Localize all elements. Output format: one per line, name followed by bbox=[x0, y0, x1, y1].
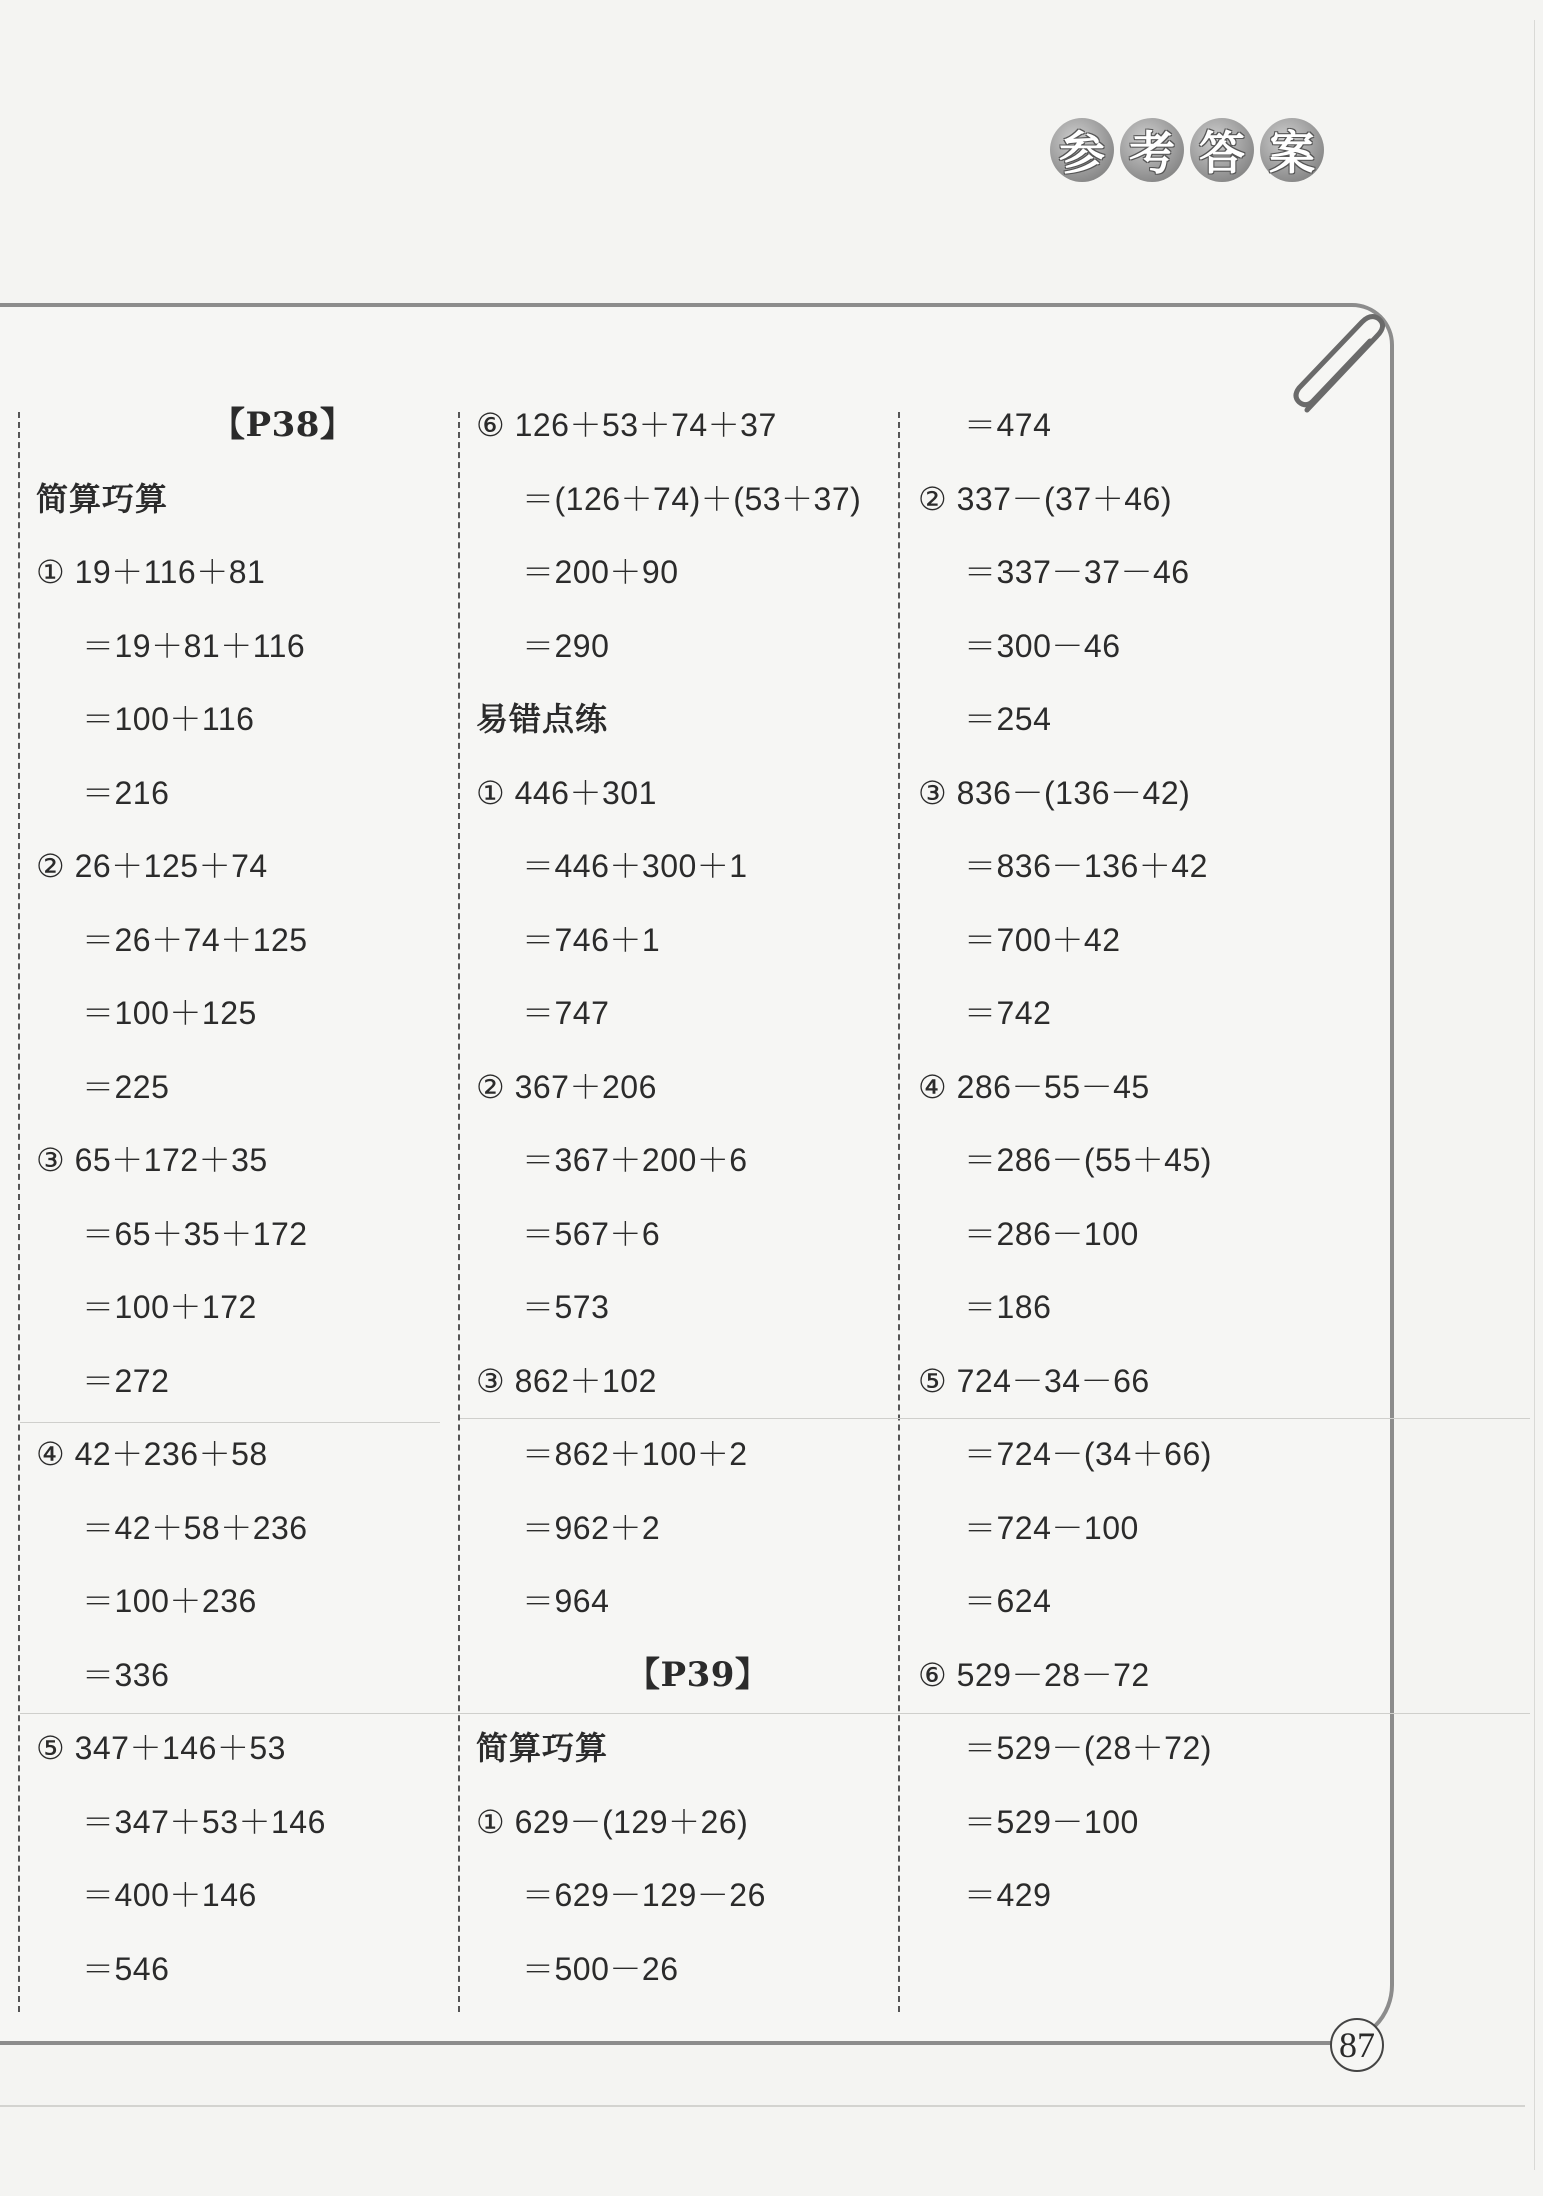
problem-expression: ⑥ 126＋53＋74＋37 bbox=[476, 407, 777, 443]
problem-expression: ⑤ 724－34－66 bbox=[918, 1362, 1150, 1399]
problem-expression: ③ 836－(136－42) bbox=[918, 774, 1191, 811]
solution-step: ＝567＋6 bbox=[522, 1215, 661, 1252]
problem-expression: ① 19＋116＋81 bbox=[36, 554, 266, 590]
problem-expression: ① 629－(129＋26) bbox=[476, 1803, 749, 1840]
page-ref-header: 【P39】 bbox=[626, 1654, 770, 1695]
page-bottom-edge bbox=[0, 2105, 1525, 2107]
solution-step: ＝290 bbox=[522, 627, 610, 664]
problem-expression: ① 446＋301 bbox=[476, 774, 657, 811]
column-divider bbox=[458, 412, 460, 2012]
solution-step: ＝(126＋74)＋(53＋37) bbox=[522, 480, 862, 517]
solution-step: ＝65＋35＋172 bbox=[82, 1215, 308, 1252]
solution-step: ＝573 bbox=[522, 1289, 610, 1325]
problem-expression: ② 337－(37＋46) bbox=[918, 480, 1172, 517]
solution-step: ＝100＋125 bbox=[82, 995, 257, 1031]
solution-step: ＝26＋74＋125 bbox=[82, 921, 308, 958]
solution-step: ＝836－136＋42 bbox=[964, 848, 1208, 884]
solution-step: ＝400＋146 bbox=[82, 1877, 257, 1913]
column-divider bbox=[18, 412, 20, 2012]
solution-step: ＝629－129－26 bbox=[522, 1877, 766, 1913]
solution-step: ＝100＋236 bbox=[82, 1583, 257, 1619]
solution-step: ＝700＋42 bbox=[964, 921, 1121, 958]
solution-step: ＝962＋2 bbox=[522, 1509, 661, 1546]
problem-expression: ② 367＋206 bbox=[476, 1068, 657, 1105]
solution-step: ＝225 bbox=[82, 1068, 170, 1105]
solution-step: ＝367＋200＋6 bbox=[522, 1142, 748, 1178]
paperclip-icon bbox=[1285, 312, 1395, 422]
badge-char: 考 bbox=[1120, 118, 1184, 182]
solution-step: ＝529－100 bbox=[964, 1803, 1139, 1840]
solution-step: ＝474 bbox=[964, 407, 1052, 443]
row-rule bbox=[460, 1418, 1530, 1419]
solution-step: ＝429 bbox=[964, 1877, 1052, 1913]
solution-step: ＝529－(28＋72) bbox=[964, 1730, 1212, 1766]
solution-step: ＝19＋81＋116 bbox=[82, 627, 306, 664]
solution-step: ＝546 bbox=[82, 1950, 170, 1987]
solution-step: ＝100＋172 bbox=[82, 1289, 257, 1325]
problem-expression: ④ 286－55－45 bbox=[918, 1068, 1150, 1105]
badge-char: 案 bbox=[1260, 118, 1324, 182]
solution-step: ＝624 bbox=[964, 1583, 1052, 1619]
badge-char: 答 bbox=[1190, 118, 1254, 182]
solution-step: ＝200＋90 bbox=[522, 554, 679, 590]
solution-step: ＝336 bbox=[82, 1656, 170, 1693]
problem-expression: ⑥ 529－28－72 bbox=[918, 1656, 1150, 1693]
solution-step: ＝724－100 bbox=[964, 1509, 1139, 1546]
solution-step: ＝286－100 bbox=[964, 1215, 1139, 1252]
solution-step: ＝286－(55＋45) bbox=[964, 1142, 1212, 1178]
solution-step: ＝254 bbox=[964, 701, 1052, 737]
section-title: 易错点练 bbox=[476, 701, 609, 737]
solution-step: ＝446＋300＋1 bbox=[522, 848, 748, 884]
solution-step: ＝964 bbox=[522, 1583, 610, 1619]
solution-step: ＝186 bbox=[964, 1289, 1052, 1325]
solution-step: ＝100＋116 bbox=[82, 701, 255, 737]
problem-expression: ③ 65＋172＋35 bbox=[36, 1142, 268, 1178]
solution-step: ＝337－37－46 bbox=[964, 554, 1190, 590]
solution-step: ＝747 bbox=[522, 995, 610, 1031]
problem-expression: ② 26＋125＋74 bbox=[36, 848, 268, 884]
solution-step: ＝742 bbox=[964, 995, 1052, 1031]
problem-expression: ④ 42＋236＋58 bbox=[36, 1436, 268, 1472]
problem-expression: ⑤ 347＋146＋53 bbox=[36, 1730, 286, 1766]
row-rule bbox=[20, 1422, 440, 1423]
section-title: 简算巧算 bbox=[476, 1730, 609, 1766]
solution-step: ＝347＋53＋146 bbox=[82, 1803, 326, 1840]
page-edge bbox=[1534, 20, 1535, 2170]
problem-expression: ③ 862＋102 bbox=[476, 1362, 657, 1399]
answer-key-badge bbox=[1050, 118, 1324, 182]
solution-step: ＝862＋100＋2 bbox=[522, 1436, 748, 1472]
solution-step: ＝500－26 bbox=[522, 1950, 679, 1987]
solution-step: ＝746＋1 bbox=[522, 921, 661, 958]
badge-char: 参 bbox=[1050, 118, 1114, 182]
page-number: 87 bbox=[1330, 2018, 1384, 2072]
solution-step: ＝272 bbox=[82, 1362, 170, 1399]
row-rule bbox=[20, 1713, 1530, 1714]
solution-step: ＝300－46 bbox=[964, 627, 1121, 664]
section-title: 简算巧算 bbox=[36, 480, 169, 517]
solution-step: ＝42＋58＋236 bbox=[82, 1509, 308, 1546]
solution-step: ＝216 bbox=[82, 774, 170, 811]
page-ref-header: 【P38】 bbox=[211, 405, 355, 445]
solution-step: ＝724－(34＋66) bbox=[964, 1436, 1212, 1472]
column-divider bbox=[898, 412, 900, 2012]
